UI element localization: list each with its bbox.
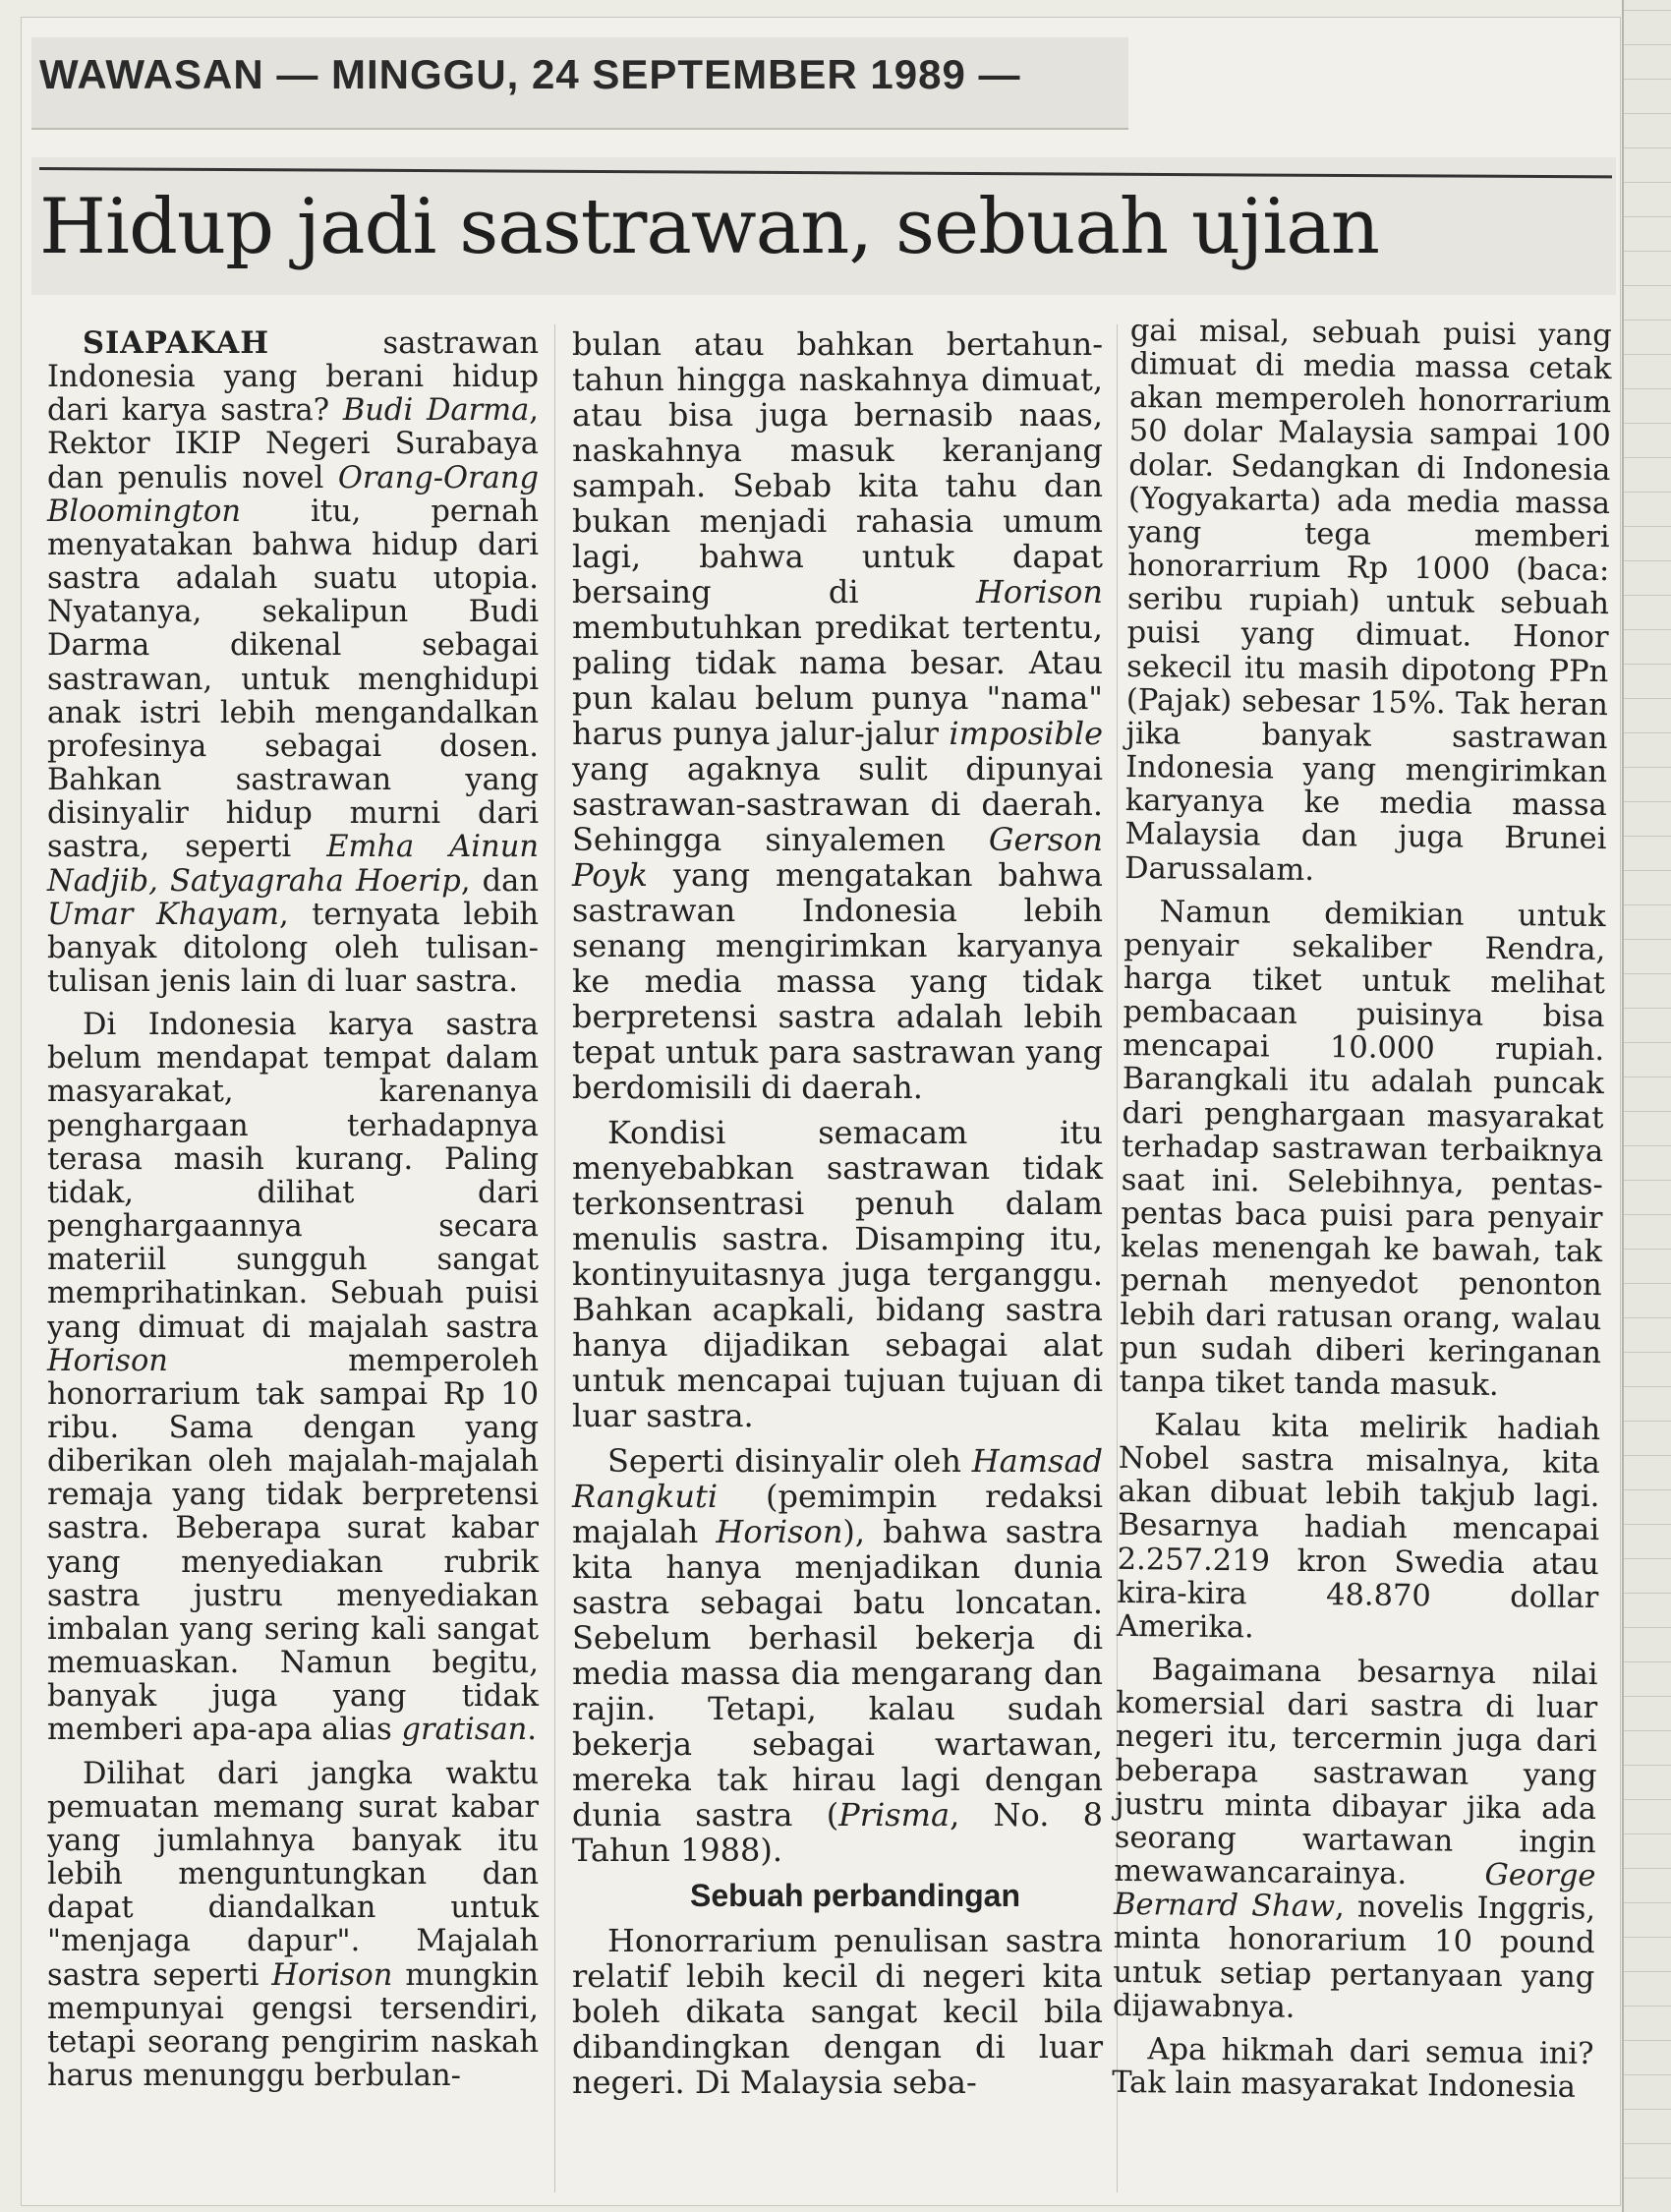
section-subhead: Sebuah perbandingan: [689, 1878, 1021, 1913]
article-column-2: [572, 326, 1103, 2110]
paragraph: gai misal, sebuah puisi yang dimuat di media massa cetak akan memperoleh honorrarium 50 dolar Malaysia sampai 100 dolar. Sedangkan di Indonesia (Yogyakarta) ada media massa yang tega memberi honorarrium Rp 1000 (baca: seribu rupiah) untuk sebuah puisi yang dimuat. Honor sekecil itu masih dipotong PPn (Pajak) sebesar 15%. Tak heran jika banyak sastrawan Indonesia yang mengirimkan karyanya ke media massa Malaysia dan juga Brunei Darussalam.: [1124, 314, 1612, 888]
article-column-3: [1112, 315, 1612, 2115]
paragraph: Apa hikmah dari semua ini? Tak lain masyarakat Indonesia: [1111, 2032, 1594, 2105]
paragraph: Di Indonesia karya sastra belum mendapat tempat dalam masyarakat, karenanya penghargaan terhadapnya terasa masih kurang. Paling tidak, dilihat dari penghargaannya secara materiil sungguh sangat memprihatinkan. Sebuah puisi yang dimuat di majalah sastra Horison memperoleh honorrarium tak sampai Rp 10 ribu. Sama dengan yang diberikan oleh majalah-majalah remaja yang tidak berpretensi sastra. Beberapa surat kabar yang menyediakan rubrik sastra justru menyediakan imbalan yang sering kali sangat memuaskan. Namun begitu, banyak juga yang tidak memberi apa-apa alias gratisan.: [47, 1008, 539, 1748]
paragraph: Kondisi semacam itu menyebabkan sastrawan tidak terkonsentrasi penuh dalam menulis sastra. Disamping itu, kontinyuitasnya juga terganggu. Bahkan acapkali, bidang sastra hanya dijadikan sebagai alat untuk mencapai tujuan tujuan di luar sastra.: [572, 1114, 1103, 1434]
paragraph: Honorrarium penulisan sastra relatif lebih kecil di negeri kita boleh dikata sangat kecil bila dibandingkan dengan di luar negeri. Di Malaysia seba-: [572, 1922, 1103, 2101]
article-headline: Hidup jadi sastrawan, sebuah ujian: [39, 183, 1379, 271]
paragraph: Namun demikian untuk penyair sekaliber Rendra, harga tiket untuk melihat pembacaan puisinya bisa mencapai 10.000 rupiah. Barangkali itu adalah puncak dari penghargaan masyarakat terhadap sastrawan terbaiknya saat ini. Selebihnya, pentas-pentas baca puisi para penyair kelas menengah ke bawah, tak pernah menyedot penonton lebih dari ratusan orang, walau pun sudah diberi keringanan tanpa tiket tanda masuk.: [1119, 895, 1606, 1403]
paragraph: Bagaimana besarnya nilai komersial dari sastra di luar negeri itu, tercermin juga dari beberapa sastrawan yang justru minta dibayar jika ada seorang wartawan ingin mewawancarainya. George Bernard Shaw, novelis Inggris, minta honorarium 10 pound untuk setiap pertanyaan yang dijawabnya.: [1112, 1653, 1598, 2025]
paragraph: Dilihat dari jangka waktu pemuatan memang surat kabar yang jumlahnya banyak itu lebih menguntungkan dan dapat diandalkan untuk "menjaga dapur". Majalah sastra seperti Horison mungkin mempunyai gengsi tersendiri, tetapi seorang pengirim naskah harus menunggu berbulan-: [47, 1756, 540, 2093]
paragraph: SIAPAKAH sastrawan Indonesia yang berani hidup dari karya sastra? Budi Darma, Rektor IKIP Negeri Surabaya dan penulis novel Orang-Orang Bloomington itu, pernah menyatakan bahwa hidup dari sastra adalah suatu utopia. Nyatanya, sekalipun Budi Darma dikenal sebagai sastrawan, untuk menghidupi anak istri lebih mengandalkan profesinya sebagai dosen. Bahkan sastrawan yang disinyalir hidup murni dari sastra, seperti Emha Ainun Nadjib, Satyagraha Hoerip, dan Umar Khayam, ternyata lebih banyak ditolong oleh tulisan-tulisan jenis lain di luar sastra.: [47, 325, 540, 999]
paragraph: Seperti disinyalir oleh Hamsad Rangkuti (pemimpin redaksi majalah Horison), bahwa sastra kita hanya menjadikan dunia sastra sebagai batu loncatan. Sebelum berhasil bekerja di media massa dia mengarang dan rajin. Tetapi, kalau sudah bekerja sebagai wartawan, mereka tak hirau lagi dengan dunia sastra (Prisma, No. 8 Tahun 1988).: [572, 1442, 1104, 1869]
grid-paper-edge: [1622, 0, 1671, 2212]
dateline: WAWASAN — MINGGU, 24 SEPTEMBER 1989 —: [39, 51, 1021, 97]
column-divider: [554, 324, 555, 2192]
lead-word: SIAPAKAH: [83, 325, 270, 361]
paragraph: bulan atau bahkan bertahun-tahun hingga naskahnya dimuat, atau bisa juga bernasib naas, naskahnya masuk keranjang sampah. Sebab kita tahu dan bukan menjadi rahasia umum lagi, bahwa untuk dapat bersaing di Horison membutuhkan predikat tertentu, paling tidak nama besar. Atau pun kalau belum punya "nama" harus punya jalur-jalur imposible yang agaknya sulit dipunyai sastrawan-sastrawan di daerah. Sehingga sinyalemen Gerson Poyk yang mengatakan bahwa sastrawan Indonesia lebih senang mengirimkan karyanya ke media massa yang tidak berpretensi sastra adalah lebih tepat untuk para sastrawan yang berdomisili di daerah.: [572, 325, 1103, 1106]
article-column-1: [47, 326, 539, 2103]
paragraph: Kalau kita melirik hadiah Nobel sastra misalnya, kita akan dibuat lebih takjub lagi. Besarnya hadiah mencapai 2.257.219 kron Swedia atau kira-kira 48.870 dollar Amerika.: [1116, 1408, 1601, 1646]
